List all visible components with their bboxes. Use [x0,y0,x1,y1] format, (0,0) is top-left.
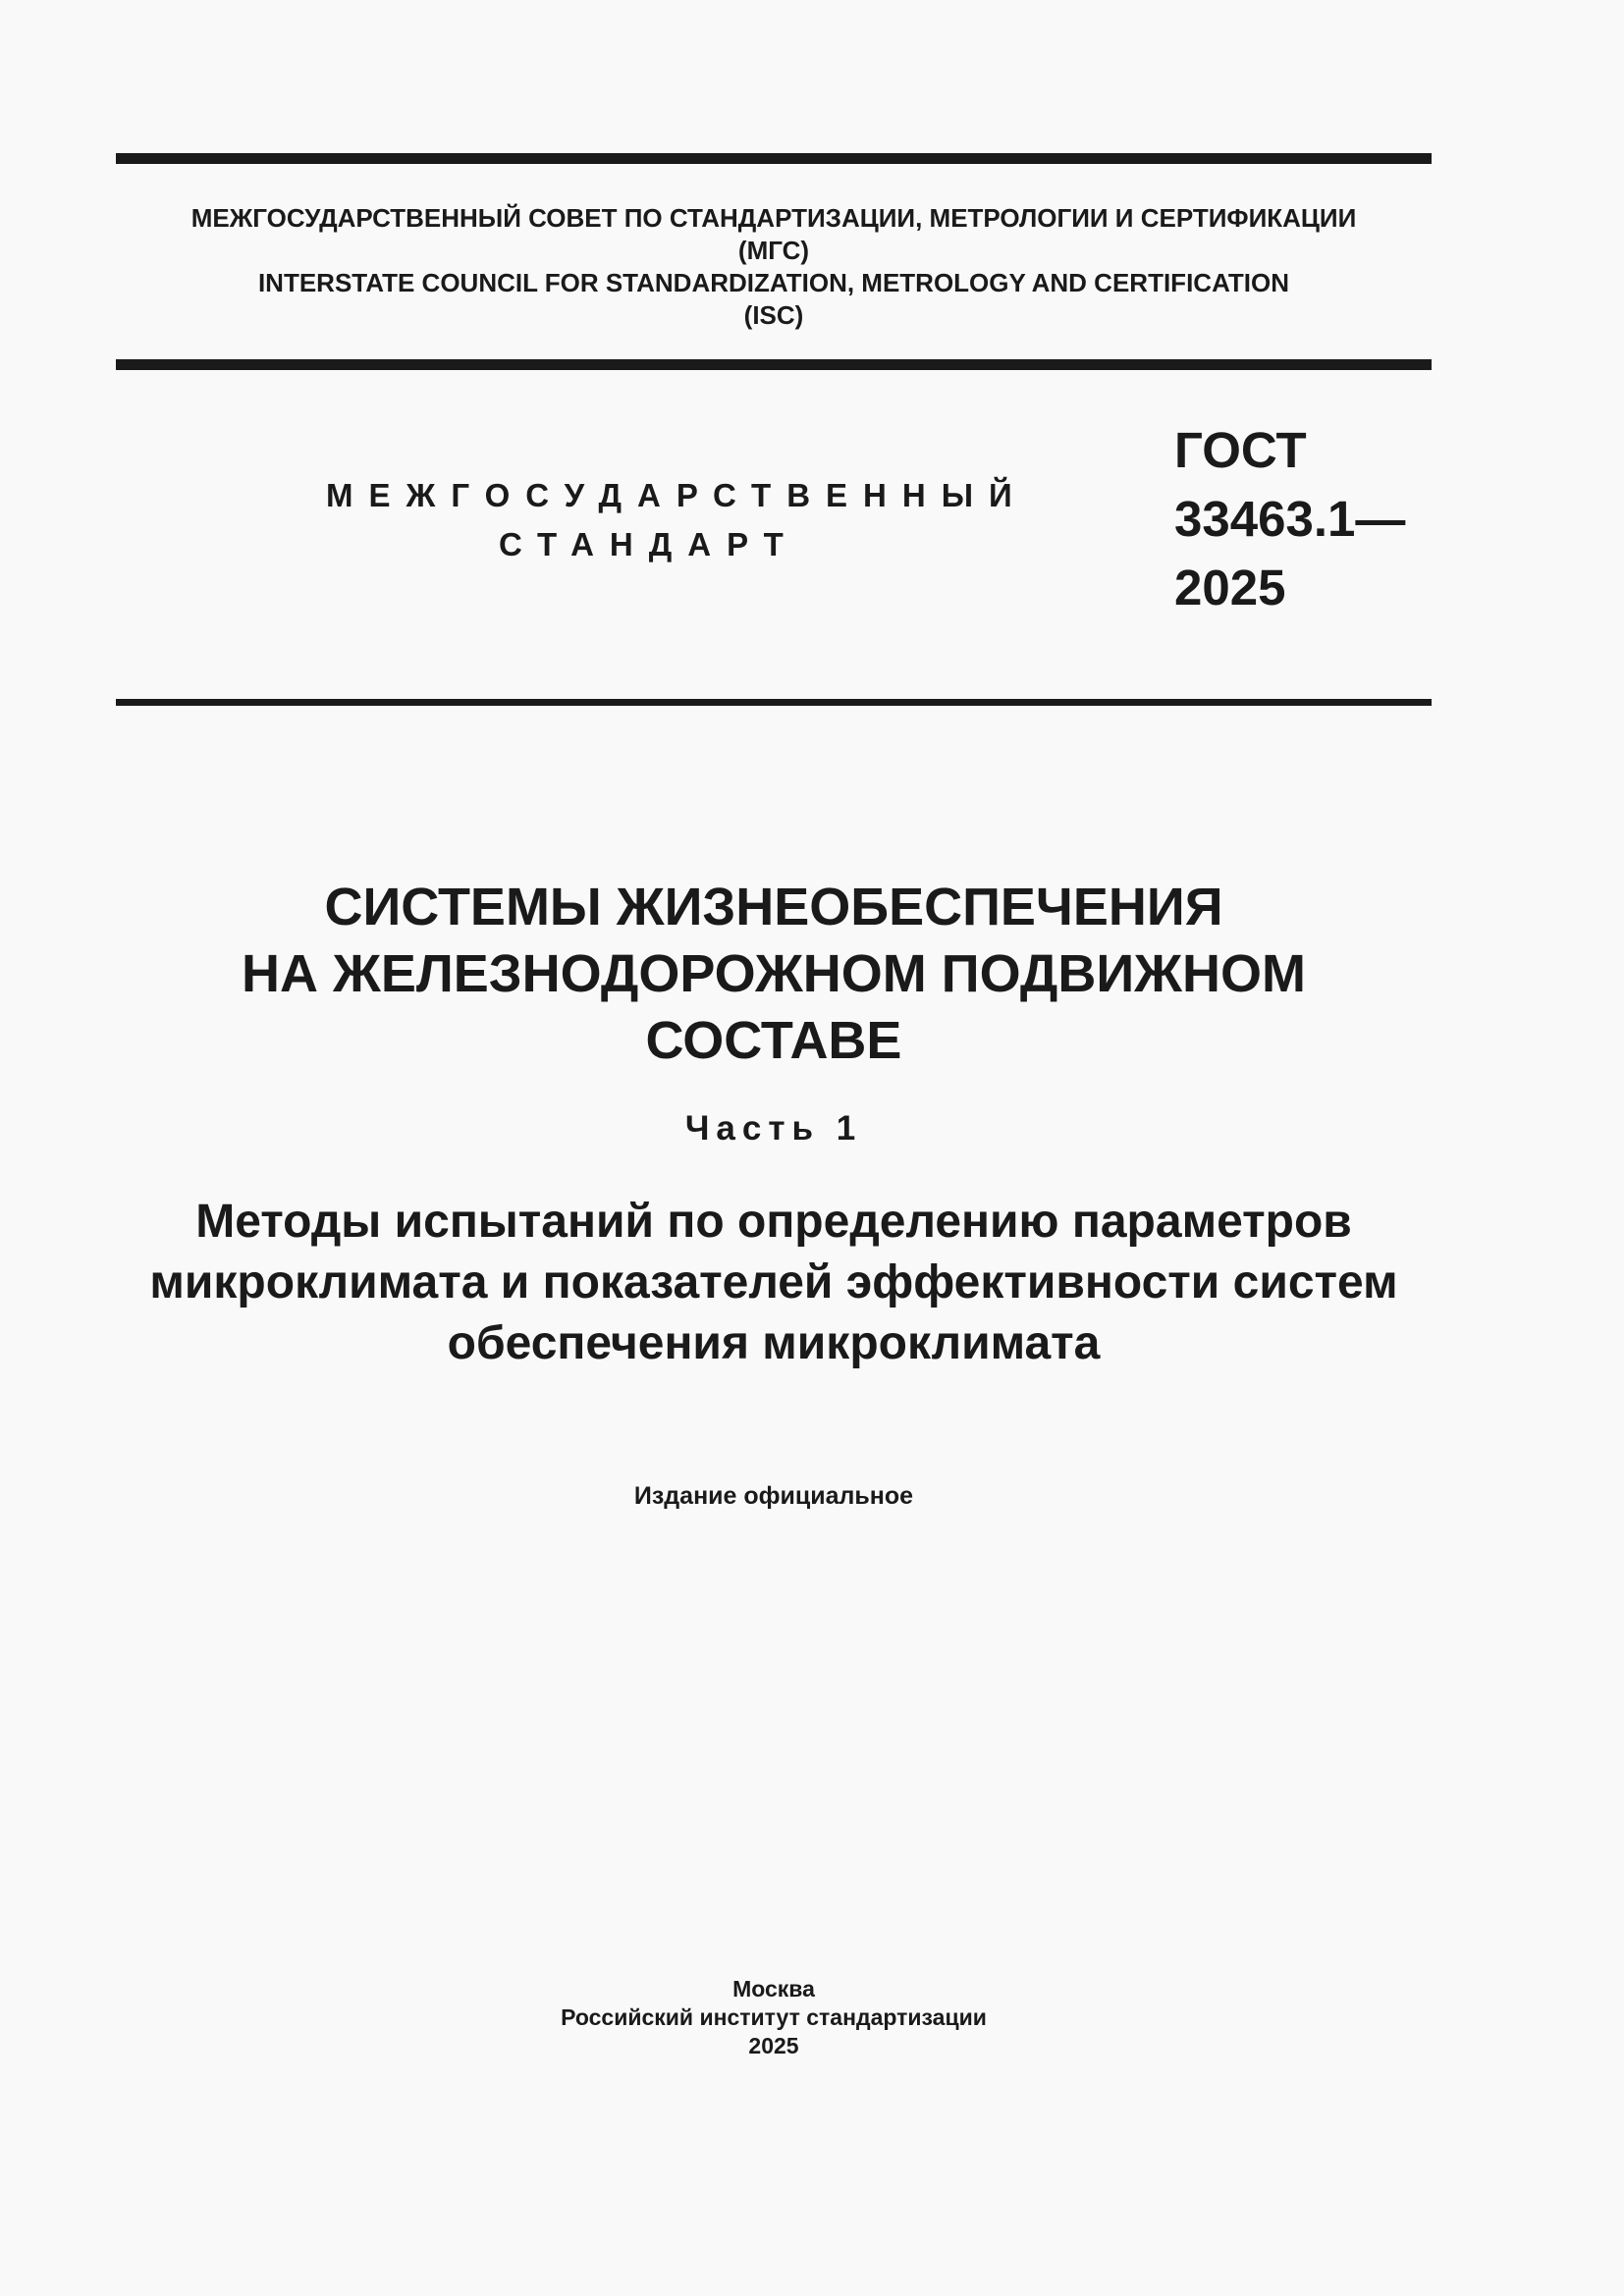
title-line-2: НА ЖЕЛЕЗНОДОРОЖНОМ ПОДВИЖНОМ [242,944,1306,1003]
council-header [116,202,1432,332]
standard-kind-line-2: СТАНДАРТ [499,526,799,562]
council-abbr-ru: (МГС) [737,236,810,265]
designation-year: 2025 [1174,560,1286,615]
subtitle-line-2: микроклимата и показателей эффективности систем [149,1256,1398,1308]
council-abbr-en: (ISC) [743,300,804,330]
part-label: Часть 1 [684,1109,863,1148]
title-line-3: СОСТАВЕ [645,1011,902,1070]
top-rule [116,153,1432,164]
publisher-block [116,1975,1432,2060]
council-name-ru: МЕЖГОСУДАРСТВЕННЫЙ СОВЕТ ПО СТАНДАРТИЗАЦИИ, МЕТРОЛОГИИ И СЕРТИФИКАЦИИ [190,203,1357,233]
designation-number: 33463.1— [1174,491,1406,547]
publisher-institute: Российский институт стандартизации [561,2004,987,2030]
edition-note: Издание официальное [633,1482,914,1510]
designation-rule [116,699,1432,706]
header-rule [116,359,1432,370]
document-title [116,874,1432,1074]
publisher-year: 2025 [748,2033,799,2058]
designation-prefix: ГОСТ [1174,422,1307,478]
standard-designation [1174,416,1405,622]
standard-kind-line-1: МЕЖГОСУДАРСТВЕННЫЙ [326,477,1028,513]
subtitle-line-1: Методы испытаний по определению параметров [195,1196,1352,1248]
council-name-en: INTERSTATE COUNCIL FOR STANDARDIZATION, METROLOGY AND CERTIFICATION [257,268,1290,297]
document-subtitle [116,1192,1432,1374]
publisher-city: Москва [732,1976,815,2002]
title-line-1: СИСТЕМЫ ЖИЗНЕОБЕСПЕЧЕНИЯ [324,878,1223,936]
subtitle-line-3: обеспечения микроклимата [447,1317,1101,1369]
